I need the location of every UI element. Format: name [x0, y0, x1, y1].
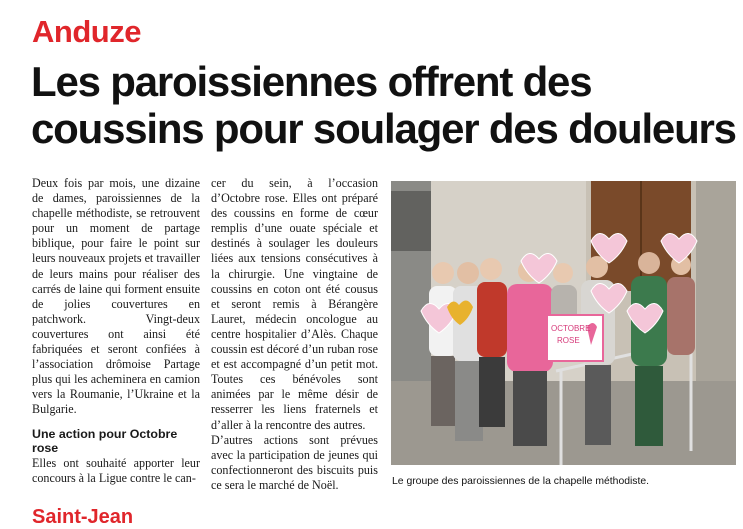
group-photo-illustration — [391, 181, 736, 465]
text-column-2 — [211, 176, 378, 493]
body-paragraph-4: D’autres actions sont prévues avec la participation de jeunes qui confectionneront des biscuits puis ce sera le marché de Noël. — [211, 432, 378, 492]
article-location-kicker: Anduze — [32, 14, 141, 49]
body-paragraph-3: cer du sein, à l’occasion d’Octobre rose. Elles ont préparé des coussins en forme de cœur remplis d’une ouate spéciale et destinés à soulager les douleurs liées aux tensions consécutives à la chirurgie. Une vingtaine de coussins en coton ont été cousus et seront remis à Bérangère Lauret, médecin oncologue au centre hospitalier d’Alès. Chaque coussin est décoré d’un ruban rose et est accompagné d’un petit mot. Toutes ces bénévoles sont animées par le même désir de resserrer les liens fraternels et d’aller à la rencontre des autres. — [211, 176, 378, 432]
next-article-title-clipped — [32, 504, 232, 528]
article-headline: Les paroissiennes offrent des coussins pour soulager des douleurs — [31, 58, 736, 152]
article-subhead: Une action pour Octobre rose — [32, 426, 178, 456]
sign-text-line1: OCTOBRE — [551, 324, 591, 333]
body-paragraph-1: Deux fois par mois, une dizaine de dames, paroissiennes de la chapelle méthodiste, se retrouvent pour un moment de partage biblique, pour faire le point sur leurs nouveaux projets et travailler de leurs mains pour réaliser des carrés de laine qui forment ensuite de jolies couvertures en patchwork. Vingt-deux couvertures ont ainsi été fabriquées et seront confiées à l’association drômoise Partage plus qui les acheminera en camion vers la Roumanie, l’Ukraine et la Bulgarie. — [32, 176, 200, 417]
article-photo — [391, 181, 736, 465]
sign-text-line2: ROSE — [557, 336, 580, 345]
body-paragraph-2: Elles ont souhaité apporter leur concours à la Ligue contre le can- — [32, 455, 200, 485]
text-column-1 — [32, 176, 200, 486]
octobre-rose-sign — [547, 315, 603, 361]
photo-caption: Le groupe des paroissiennes de la chapelle méthodiste. — [392, 476, 650, 487]
next-article-title: Saint-Jean — [32, 506, 134, 528]
